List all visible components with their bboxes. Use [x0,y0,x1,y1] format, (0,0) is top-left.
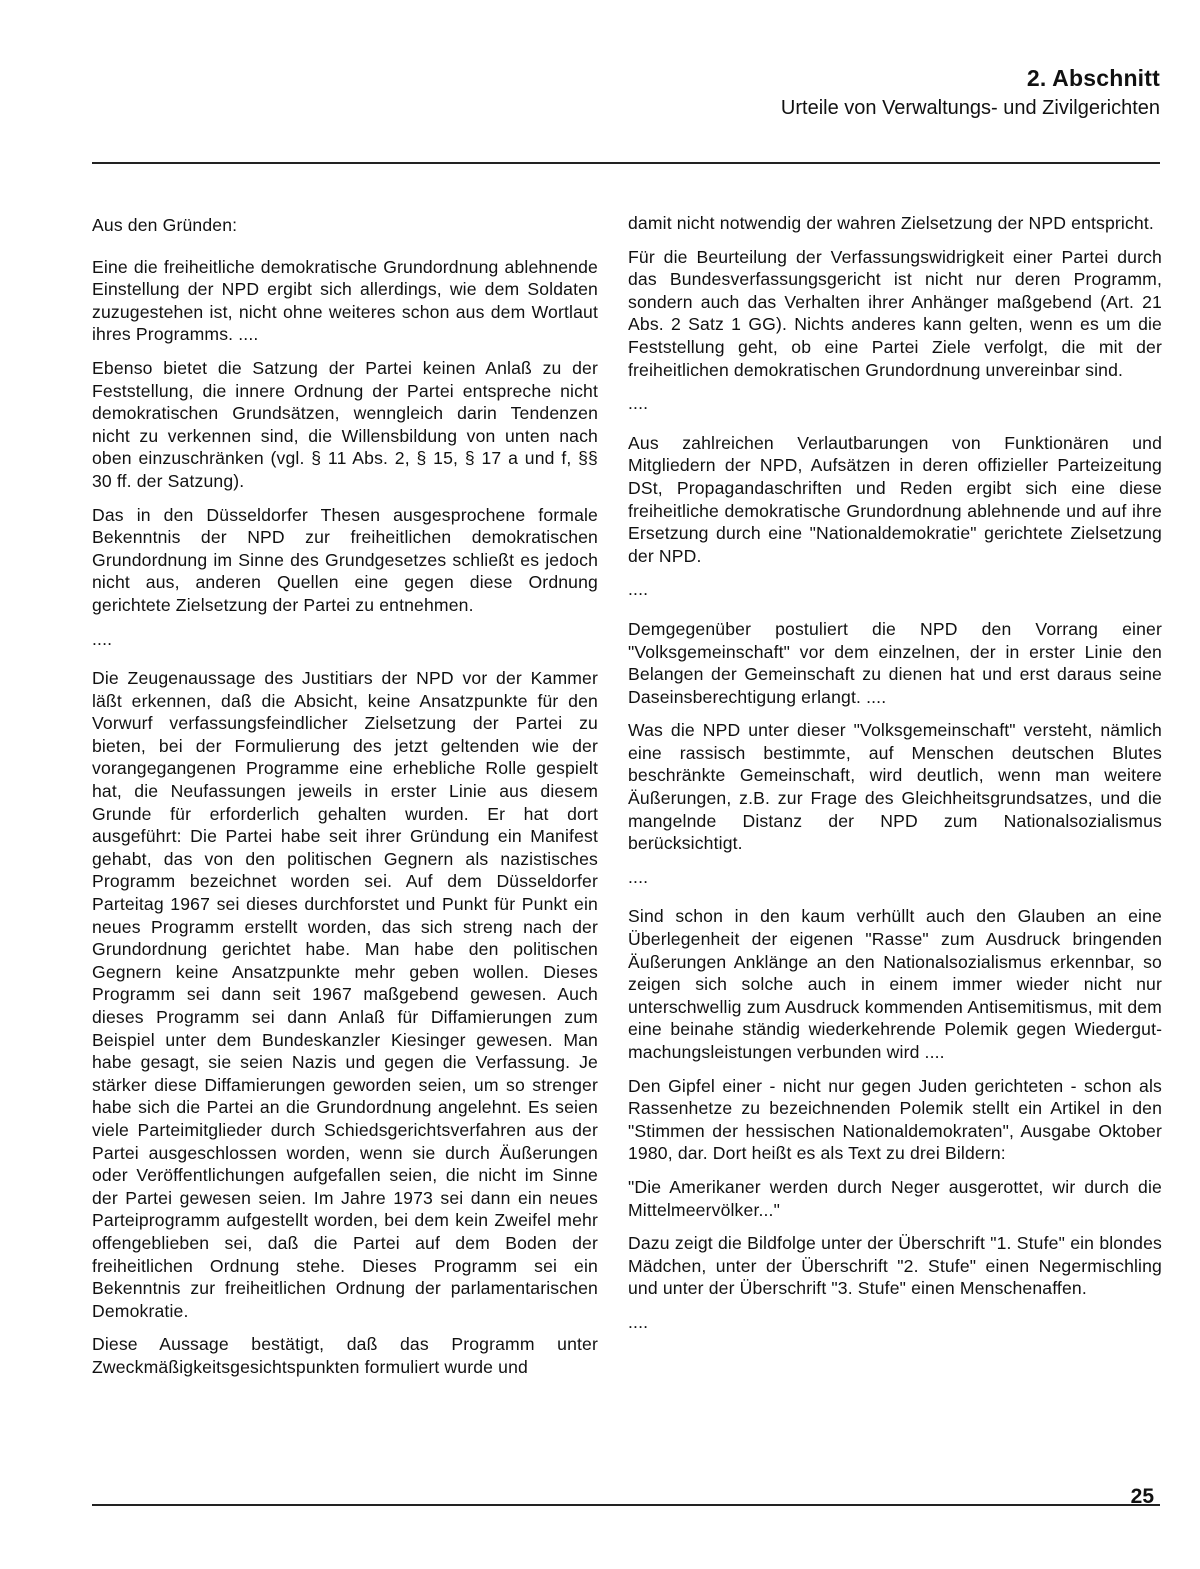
paragraph: Aus den Gründen: [92,215,238,235]
paragraph: Demgegenüber postuliert die NPD den Vorrang einer "Volksgemeinschaft" vor dem einzelnen, der in erster Linie den Belangen der Gemeinschaft zu dienen hat und erst daraus seine Daseinsberechtigung erlangt. .... [628,618,1162,707]
paragraph: Was die NPD unter dieser "Volksgemeinschaft" versteht, nämlich eine rassisch bestimmte, auf Menschen deutschen Blutes beschränkte Gemeinschaft, wird deutlich, wenn man weitere Äußerungen, z.B. zur Frage des Gleichheitsgrundsatzes, und die mangelnde Distanz der NPD zum Nationalsozialismus berücksichtigt. [628,720,1162,854]
left-column [92,214,598,1390]
paragraph: Eine die freiheitliche demokratische Grundordnung ablehnende Einstellung der NPD ergibt sich allerdings, wie dem Soldaten zuzugestehen ist, nicht ohne weiteres schon aus dem Wortlaut ihres Programms. .... [92,256,598,345]
header-rule [92,162,1160,164]
section-title: Urteile von Verwaltungs- und Zivilgerichten [780,97,1160,119]
paragraph: Den Gipfel einer - nicht nur gegen Juden gerichteten - schon als Rassenhetze zu bezeichnenden Polemik stellt ein Artikel in den "Stimmen der hessischen Nationaldemokraten", Ausgabe Oktober 1980, dar. Dort heißt es als Text zu drei Bildern: [628,1075,1162,1164]
paragraph: Dazu zeigt die Bildfolge unter der Überschrift "1. Stufe" ein blondes Mädchen, unter der Überschrift "2. Stufe" einen Negermischling und unter der Überschrift "3. Stufe" einen Menschenaffen. [628,1233,1162,1299]
page-header [781,62,1160,122]
quotation: "Die Amerikaner werden durch Neger ausgerottet, wir durch die Mittelmeervölker..." [628,1176,1162,1220]
paragraph: Aus zahlreichen Verlautbarungen von Funktionären und Mitgliedern der NPD, Aufsätzen in deren offizieller Parteizeitung DSt, Propagandaschriften und Reden ergibt sich eine diese freiheitliche demokratische Grundordnung ablehnende und auf ihre Ersetzung durch eine "Nationaldemokratie" gerichtete Zielsetzung der NPD. [628,432,1162,566]
paragraph: Für die Beurteilung der Verfassungswidrigkeit einer Partei durch das Bundesverfassungsgericht ist nicht nur deren Programm, sondern auch das Verhalten ihrer Anhänger maßgebend (Art. 21 Abs. 2 Satz 1 GG). Nichts anderes kann gelten, wenn es um die Feststellung geht, ob eine Partei Ziele verfolgt, die mit der freiheitlichen demokratischen Grundordnung unvereinbar sind. [628,246,1162,380]
page-number: 25 [1130,1485,1154,1508]
right-column [628,212,1162,1351]
ellipsis: .... [628,1311,649,1332]
ellipsis: .... [628,866,649,887]
ellipsis: .... [628,393,649,414]
footer-rule [92,1504,1160,1506]
ellipsis: .... [92,628,113,649]
paragraph: Die Zeugenaussage des Justitiars der NPD vor der Kammer läßt erkennen, daß die Absicht, keine Ansatzpunkte für den Vorwurf verfassungsfeindlicher Zielsetzung der Partei zu bieten, bei der Formulierung des jetzt geltenden wie der vorangegangenen Programme eine erhebliche Rolle gespielt hat, die Neufassungen jeweils in erster Linie aus diesem Grunde für erforderlich gehalten wurden. Er hat dort ausgeführt: Die Partei habe seit ihrer Gründung ein Manifest gehabt, das von den politischen Gegnern als nazistisches Programm bezeichnet worden sei. Auf dem Düsseldorfer Parteitag 1967 sei dieses durchforstet und Punkt für Punkt ein neues Programm erstellt worden, das sich streng nach der Grundordnung gerichtet habe. Man habe den politischen Gegnern keine Ansatzpunkte mehr geben wollen. Dieses Programm sei dann seit 1967 maßgebend gewesen. Auch dieses Programm sei dann Anlaß für Diffamierungen zum Beispiel unter dem Bundeskanzler Kiesinger gewesen. Man habe gesagt, sie seien Nazis und gegen die Verfassung. Je stärker diese Diffamierungen geworden seien, um so strenger habe sich die Partei an die Grundordnung angelehnt. Es seien viele Parteimitglieder durch Schiedsgerichtsverfahren aus der Partei ausgeschlossen worden, wenn sie durch Äußerungen oder Veröffentlichungen aufgefallen seien, die nicht im Sinne der Partei gewesen seien. Im Jahre 1973 sei dann ein neues Parteiprogramm aufgestellt worden, bei dem kein Zweifel mehr offengeblieben sei, daß die Partei auf dem Boden der freiheitlichen Ordnung stehe. Dieses Programm sei ein Bekenntnis zur freiheitlichen Ordnung der parlamentarischen Demokratie. [92,668,598,1321]
paragraph: Sind schon in den kaum verhüllt auch den Glauben an eine Überlegenheit der eigenen "Rasse" zum Ausdruck bringenden Äußerungen Anklänge an den Nationalsozialismus erkennbar, so zeigen sich solche auch in einem immer wieder nicht nur unterschwellig zum Ausdruck kommenden Antisemitismus, mit dem eine beinahe ständig wiederkehrende Polemik gegen Wiedergutmachungsleistungen verbunden wird .... [628,906,1162,1062]
paragraph: Das in den Düsseldorfer Thesen ausgesprochene formale Bekenntnis der NPD zur freiheitlichen demokratischen Grundordnung im Sinne des Grundgesetzes schließt es jedoch nicht aus, anderen Quellen eine gegen diese Ordnung gerichtete Zielsetzung der Partei zu entnehmen. [92,504,598,615]
section-number: 2. Abschnitt [1026,65,1160,91]
paragraph: Ebenso bietet die Satzung der Partei keinen Anlaß zu der Feststellung, die innere Ordnung der Partei entspreche nicht demokratischen Grundsätzen, wenngleich darin Tendenzen nicht zu verkennen sind, die Willensbildung von unten nach oben einzuschränken (vgl. § 11 Abs. 2, § 15, § 17 a und f, §§ 30 ff. der Satzung). [92,357,598,491]
ellipsis: .... [628,579,649,600]
paragraph: damit nicht notwendig der wahren Zielsetzung der NPD entspricht. [628,213,1154,233]
paragraph: Diese Aussage bestätigt, daß das Programm unter Zweckmäßigkeitsgesichtspunkten formuliert wurde und [92,1334,598,1377]
